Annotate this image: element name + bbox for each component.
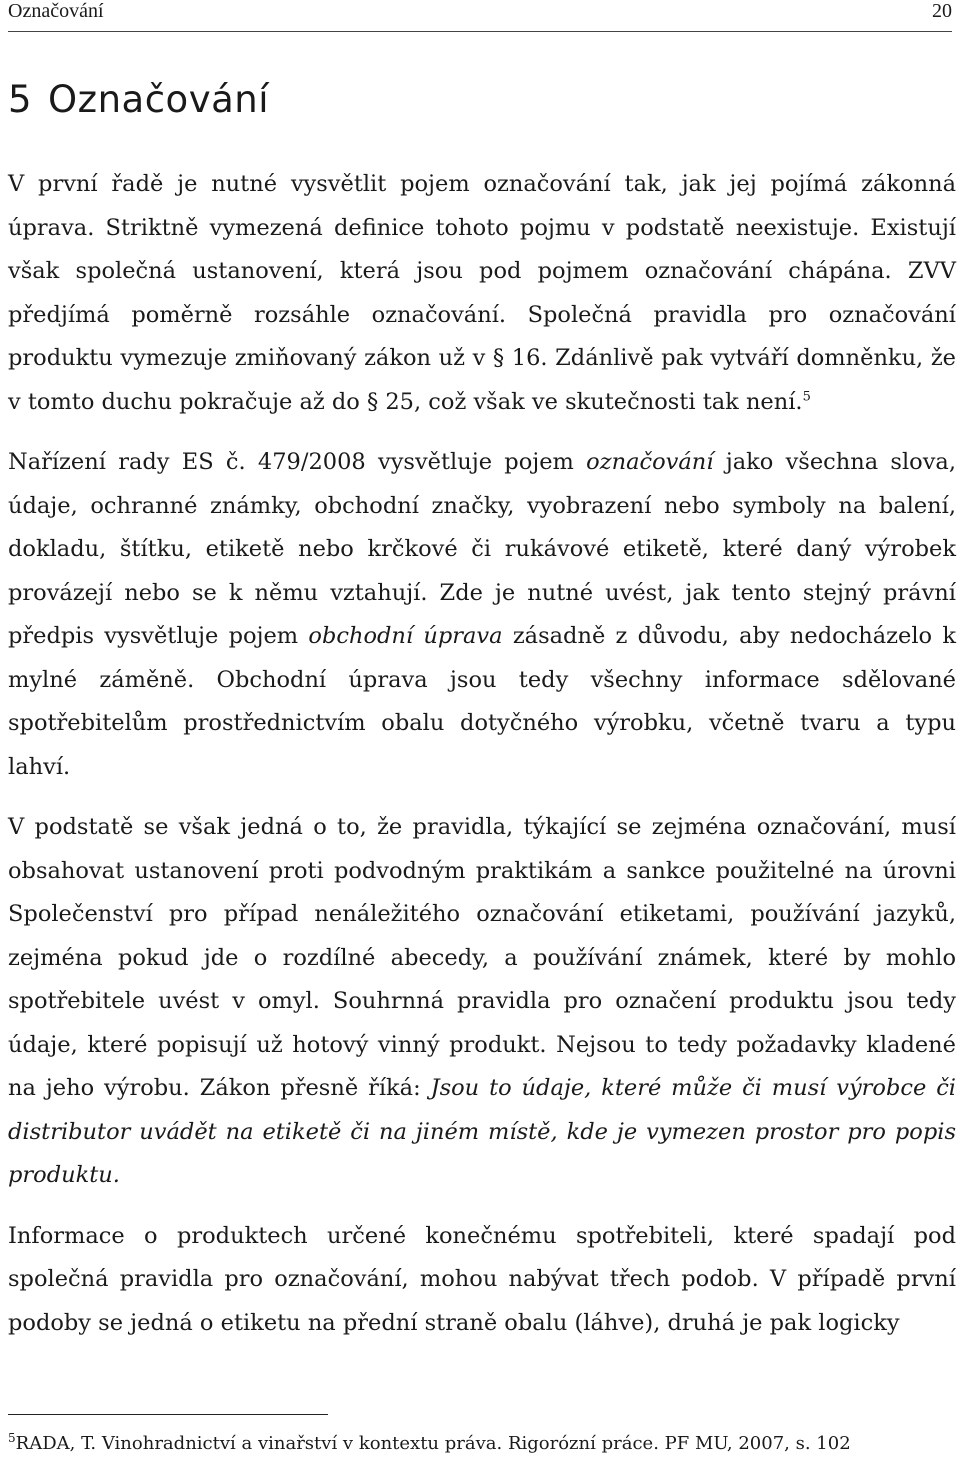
- footnote-text: RADA, T. Vinohradnictví a vinařství v kontextu práva. Rigorózní práce. PF MU, 2007, s. 102: [15, 1433, 851, 1454]
- header-page-number: 20: [932, 0, 952, 22]
- chapter-number: 5: [8, 78, 33, 121]
- paragraph-1: V první řadě je nutné vysvětlit pojem označování tak, jak jej pojímá zákonná úprava. Striktně vymezená definice tohoto pojmu v podstatě neexistuje. Existují však společná ustanovení, která jsou pod pojmem označování chápána. ZVV předjímá poměrně rozsáhle označování. Společná pravidla pro označování produktu vymezuje zmiňovaný zákon už v § 16. Zdánlivě pak vytváří domněnku, že v tomto duchu pokračuje až do § 25, což však ve skutečnosti tak není.$^5$: [8, 171, 956, 415]
- paragraph-4: Informace o produktech určené konečnému spotřebiteli, které spadají pod společná pravidla pro označování, mohou nabývat třech podob. V případě první podoby se jedná o etiketu na přední straně obalu (láhve), druhá je pak logicky: [8, 1222, 956, 1336]
- footnote-mark: 5: [8, 1431, 16, 1445]
- footnote-reference[interactable]: 5: [802, 389, 811, 404]
- paragraph-2: Nařízení rady ES č. 479/2008 vysvětluje pojem označování jako všechna slova, údaje, ochranné známky, obchodní značky, vyobrazení nebo symboly na balení, dokladu, štítku, etiketě nebo krčkové či rukávové etiketě, které daný výrobek provázejí nebo se k němu vztahují. Zde je nutné uvést, jak tento stejný právní předpis vysvětluje pojem obchodní úprava zásadně z důvodu, aby nedocházelo k mylné záměně. Obchodní úprava jsou tedy všechny informace sdělované spotřebitelům prostřednictvím obalu dotyčného výrobku, včetně tvaru a typu lahví.: [8, 449, 957, 780]
- term-obchodni-uprava: obchodní úprava: [308, 623, 503, 649]
- running-header: [8, 0, 952, 32]
- body-text: [8, 163, 956, 1362]
- chapter-title-text: Označování: [48, 78, 269, 121]
- paragraph-3: V podstatě se však jedná o to, že pravidla, týkající se zejména označování, musí obsahovat ustanovení proti podvodným praktikám a sankce použitelné na úrovni Společenství pro případ nenáležitého označování etiketami, používání jazyků, zejména pokud jde o rozdílné abecedy, a používání známek, které by mohlo spotřebitele uvést v omyl. Souhrnná pravidla pro označení produktu jsou tedy údaje, které popisují už hotový vinný produkt. Nejsou to tedy požadavky kladené na jeho výrobu. Zákon přesně říká: Jsou to údaje, které může či musí výrobce či distributor uvádět na etiketě či na jiném místě, kde je vymezen prostor pro popis produktu.: [8, 814, 956, 1188]
- chapter-heading: [8, 78, 269, 121]
- term-oznacovani: označování: [586, 449, 714, 475]
- header-section-title: Označování: [8, 0, 104, 22]
- law-quote: Jsou to údaje, které může či musí výrobce či distributor uvádět na etiketě či na jiném místě, kde je vymezen prostor pro popis produktu.: [8, 1075, 956, 1188]
- footnote: [8, 1433, 851, 1455]
- footnote-divider: [8, 1414, 328, 1415]
